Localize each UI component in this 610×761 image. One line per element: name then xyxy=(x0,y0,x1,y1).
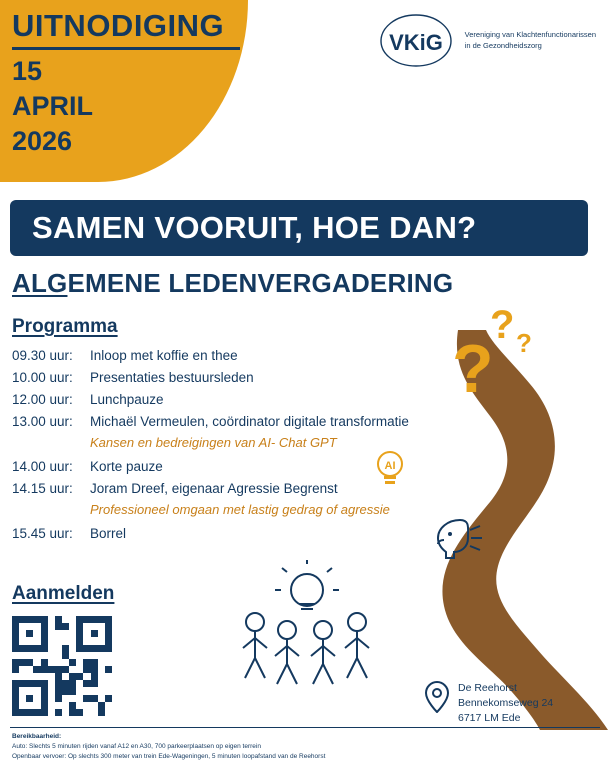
qr-cell xyxy=(91,695,98,702)
qr-cell xyxy=(76,695,83,702)
qr-cell xyxy=(19,673,26,680)
qr-cell xyxy=(76,659,83,666)
qr-cell xyxy=(83,680,90,687)
qr-cell xyxy=(26,702,33,709)
qr-cell xyxy=(76,630,83,637)
qr-cell xyxy=(83,659,90,666)
qr-cell xyxy=(105,652,112,659)
qr-cell xyxy=(91,680,98,687)
qr-cell xyxy=(19,666,26,673)
qr-cell xyxy=(12,666,19,673)
qr-cell xyxy=(26,687,33,694)
qr-cell xyxy=(41,659,48,666)
qr-cell xyxy=(41,702,48,709)
qr-cell xyxy=(83,652,90,659)
qr-cell xyxy=(33,687,40,694)
qr-cell xyxy=(62,637,69,644)
qr-cell xyxy=(83,687,90,694)
qr-cell xyxy=(12,702,19,709)
qr-cell xyxy=(91,630,98,637)
qr-cell xyxy=(62,709,69,716)
qr-cell xyxy=(69,616,76,623)
svg-text:VKiG: VKiG xyxy=(388,30,443,55)
qr-cell xyxy=(19,695,26,702)
programma-row xyxy=(12,348,462,363)
qr-cell xyxy=(19,659,26,666)
qr-cell xyxy=(26,616,33,623)
invitation-month: APRIL xyxy=(12,91,93,122)
qr-cell xyxy=(98,652,105,659)
qr-cell xyxy=(41,673,48,680)
qr-cell xyxy=(98,666,105,673)
qr-cell xyxy=(76,637,83,644)
qr-cell xyxy=(98,680,105,687)
qr-cell xyxy=(19,702,26,709)
qr-cell xyxy=(69,709,76,716)
qr-cell xyxy=(12,652,19,659)
programma-row xyxy=(12,392,462,407)
qr-cell xyxy=(98,637,105,644)
qr-cell xyxy=(62,659,69,666)
programma-time: 13.00 uur: xyxy=(12,414,73,429)
qr-cell xyxy=(33,637,40,644)
qr-cell xyxy=(12,687,19,694)
programma-time: 15.45 uur: xyxy=(12,526,73,541)
qr-cell xyxy=(91,666,98,673)
qr-cell xyxy=(26,666,33,673)
main-banner xyxy=(10,200,588,256)
qr-cell xyxy=(98,695,105,702)
qr-cell xyxy=(26,709,33,716)
qr-cell xyxy=(76,645,83,652)
location-line2: Bennekomseweg 24 xyxy=(458,697,554,710)
qr-cell xyxy=(91,637,98,644)
qr-cell xyxy=(105,709,112,716)
qr-cell xyxy=(83,702,90,709)
svg-text:AI: AI xyxy=(384,460,396,472)
qr-cell xyxy=(48,616,55,623)
qr-cell xyxy=(26,645,33,652)
qr-cell xyxy=(98,687,105,694)
qr-cell xyxy=(83,623,90,630)
page-subtitle xyxy=(12,268,453,299)
vkig-logo-mark xyxy=(375,12,457,70)
programma-text: Presentaties bestuursleden xyxy=(90,370,254,385)
qr-cell xyxy=(12,645,19,652)
qr-cell xyxy=(55,673,62,680)
qr-cell xyxy=(55,659,62,666)
qr-cell xyxy=(69,623,76,630)
qr-cell xyxy=(41,623,48,630)
qr-cell xyxy=(76,680,83,687)
qr-cell xyxy=(55,666,62,673)
programma-note: Professioneel omgaan met lastig gedrag of agressie xyxy=(90,502,390,517)
qr-cell xyxy=(55,702,62,709)
qr-cell xyxy=(26,623,33,630)
qr-cell xyxy=(105,673,112,680)
qr-cell xyxy=(62,673,69,680)
qr-cell xyxy=(105,645,112,652)
qr-cell xyxy=(91,645,98,652)
programma-text: Michaël Vermeulen, coördinator digitale transformatie xyxy=(90,414,409,429)
invitation-divider xyxy=(12,47,240,50)
qr-cell xyxy=(41,709,48,716)
qr-cell xyxy=(26,680,33,687)
question-mark-icon: ? xyxy=(452,331,494,407)
qr-cell xyxy=(69,673,76,680)
qr-cell xyxy=(69,666,76,673)
location-line3: 6717 LM Ede xyxy=(458,712,521,725)
qr-cell xyxy=(19,687,26,694)
programma-text: Lunchpauze xyxy=(90,392,164,407)
qr-cell xyxy=(26,637,33,644)
qr-cell xyxy=(33,616,40,623)
qr-cell xyxy=(98,659,105,666)
programma-heading: Programma xyxy=(12,316,118,337)
qr-cell xyxy=(33,659,40,666)
vkig-logo xyxy=(375,12,596,70)
qr-cell xyxy=(105,623,112,630)
qr-cell xyxy=(55,637,62,644)
ai-lightbulb-icon xyxy=(373,448,407,492)
invitation-day: 15 xyxy=(12,56,43,86)
qr-cell xyxy=(19,652,26,659)
qr-cell xyxy=(26,695,33,702)
qr-cell xyxy=(98,645,105,652)
qr-cell xyxy=(91,659,98,666)
qr-cell xyxy=(76,709,83,716)
qr-cell xyxy=(48,652,55,659)
qr-cell xyxy=(19,630,26,637)
qr-cell xyxy=(41,645,48,652)
qr-cell xyxy=(55,687,62,694)
qr-cell xyxy=(48,695,55,702)
qr-code[interactable] xyxy=(12,616,112,716)
qr-cell xyxy=(12,630,19,637)
programma-text: Joram Dreef, eigenaar Agressie Begrenst xyxy=(90,481,338,496)
qr-cell xyxy=(62,616,69,623)
qr-cell xyxy=(12,637,19,644)
qr-cell xyxy=(55,709,62,716)
qr-cell xyxy=(62,630,69,637)
qr-cell xyxy=(48,645,55,652)
main-banner-text: SAMEN VOORUIT, HOE DAN? xyxy=(32,210,477,245)
qr-cell xyxy=(83,637,90,644)
qr-cell xyxy=(26,630,33,637)
programma-row xyxy=(12,370,462,385)
qr-cell xyxy=(48,659,55,666)
qr-cell xyxy=(98,630,105,637)
qr-cell xyxy=(12,709,19,716)
qr-cell xyxy=(55,680,62,687)
location-pin-icon xyxy=(424,681,450,713)
programma-time: 14.15 uur: xyxy=(12,481,73,496)
qr-cell xyxy=(105,659,112,666)
qr-cell xyxy=(105,637,112,644)
programma-text: Borrel xyxy=(90,526,127,541)
qr-cell xyxy=(41,616,48,623)
qr-cell xyxy=(48,709,55,716)
qr-cell xyxy=(62,687,69,694)
qr-cell xyxy=(83,645,90,652)
programma-time: 09.30 uur: xyxy=(12,348,73,363)
qr-cell xyxy=(105,695,112,702)
qr-cell xyxy=(76,623,83,630)
vkig-logo-text xyxy=(465,30,596,52)
programma-time: 10.00 uur: xyxy=(12,370,73,385)
qr-cell xyxy=(76,702,83,709)
qr-cell xyxy=(41,695,48,702)
qr-cell xyxy=(91,623,98,630)
qr-cell xyxy=(98,673,105,680)
qr-cell xyxy=(19,616,26,623)
qr-cell xyxy=(41,680,48,687)
programma-row xyxy=(12,526,462,541)
qr-cell xyxy=(33,645,40,652)
programma-text: Inloop met koffie en thee xyxy=(90,348,238,363)
qr-cell xyxy=(83,616,90,623)
qr-cell xyxy=(26,659,33,666)
question-mark-icon: ? xyxy=(516,328,532,358)
qr-cell xyxy=(19,680,26,687)
qr-cell xyxy=(12,659,19,666)
qr-cell xyxy=(83,695,90,702)
qr-cell xyxy=(98,616,105,623)
logo-org-line2: in de Gezondheidszorg xyxy=(464,41,542,50)
qr-cell xyxy=(48,623,55,630)
qr-cell xyxy=(69,637,76,644)
qr-cell xyxy=(12,695,19,702)
qr-cell xyxy=(69,695,76,702)
qr-cell xyxy=(98,623,105,630)
qr-cell xyxy=(62,666,69,673)
qr-cell xyxy=(69,659,76,666)
invitation-title: UITNODIGING xyxy=(12,8,225,43)
qr-cell xyxy=(19,645,26,652)
qr-cell xyxy=(12,673,19,680)
qr-cell xyxy=(105,687,112,694)
qr-cell xyxy=(48,680,55,687)
qr-cell xyxy=(76,687,83,694)
qr-cell xyxy=(33,695,40,702)
subtitle-rest: EMENE LEDENVERGADERING xyxy=(67,268,454,298)
programma-time: 14.00 uur: xyxy=(12,459,73,474)
qr-cell xyxy=(69,687,76,694)
qr-cell xyxy=(41,666,48,673)
qr-cell xyxy=(76,652,83,659)
invitation-year: 2026 xyxy=(12,126,73,157)
qr-cell xyxy=(33,630,40,637)
qr-cell xyxy=(91,687,98,694)
qr-cell xyxy=(76,616,83,623)
qr-cell xyxy=(48,637,55,644)
invitation-block xyxy=(12,10,252,159)
qr-cell xyxy=(48,673,55,680)
qr-cell xyxy=(55,616,62,623)
qr-cell xyxy=(62,680,69,687)
qr-cell xyxy=(69,645,76,652)
people-illustration xyxy=(225,560,390,690)
location-address xyxy=(458,681,553,727)
qr-cell xyxy=(48,702,55,709)
qr-cell xyxy=(12,616,19,623)
programma-time: 12.00 uur: xyxy=(12,392,73,407)
qr-cell xyxy=(91,702,98,709)
location-line1: De Reehorst xyxy=(458,682,517,694)
qr-cell xyxy=(26,652,33,659)
aanmelden-heading: Aanmelden xyxy=(12,583,115,604)
qr-cell xyxy=(62,623,69,630)
qr-cell xyxy=(55,623,62,630)
qr-cell xyxy=(33,680,40,687)
qr-cell xyxy=(55,652,62,659)
programma-note: Kansen en bedreigingen van AI- Chat GPT xyxy=(90,435,337,450)
qr-cell xyxy=(91,652,98,659)
qr-cell xyxy=(105,680,112,687)
qr-cell xyxy=(76,666,83,673)
qr-cell xyxy=(98,709,105,716)
qr-cell xyxy=(55,630,62,637)
qr-cell xyxy=(91,709,98,716)
qr-cell xyxy=(62,645,69,652)
qr-cell xyxy=(83,666,90,673)
programma-row xyxy=(12,414,462,429)
location-block xyxy=(424,681,553,727)
qr-cell xyxy=(98,702,105,709)
qr-cell xyxy=(105,702,112,709)
qr-cell xyxy=(62,695,69,702)
qr-cell xyxy=(41,630,48,637)
qr-cell xyxy=(19,623,26,630)
qr-cell xyxy=(41,687,48,694)
qr-cell xyxy=(62,702,69,709)
qr-cell xyxy=(19,637,26,644)
qr-cell xyxy=(33,652,40,659)
qr-cell xyxy=(41,637,48,644)
qr-cell xyxy=(69,702,76,709)
qr-cell xyxy=(26,673,33,680)
qr-cell xyxy=(33,673,40,680)
qr-cell xyxy=(105,630,112,637)
qr-cell xyxy=(12,680,19,687)
qr-cell xyxy=(69,652,76,659)
footer-divider xyxy=(10,727,600,728)
qr-cell xyxy=(55,695,62,702)
qr-cell xyxy=(48,630,55,637)
qr-cell xyxy=(62,652,69,659)
qr-cell xyxy=(33,702,40,709)
qr-cell xyxy=(12,623,19,630)
qr-cell xyxy=(83,673,90,680)
qr-cell xyxy=(48,666,55,673)
subtitle-underlined-prefix: ALG xyxy=(12,268,68,298)
footer-title: Bereikbaarheid: xyxy=(12,733,62,740)
qr-cell xyxy=(33,709,40,716)
footer-line-ov: Openbaar vervoer: Op slechts 300 meter van trein Ede-Wageningen, 5 minuten loopafstand van de Reehorst xyxy=(12,753,326,761)
shouting-head-icon xyxy=(424,516,484,560)
qr-cell xyxy=(55,645,62,652)
qr-cell xyxy=(69,680,76,687)
qr-cell xyxy=(19,709,26,716)
programma-text: Korte pauze xyxy=(90,459,163,474)
footer-block xyxy=(12,733,482,761)
qr-cell xyxy=(41,652,48,659)
qr-cell xyxy=(33,623,40,630)
footer-line-auto: Auto: Slechts 5 minuten rijden vanaf A12 en A30, 700 parkeerplaatsen op eigen terrein xyxy=(12,743,261,750)
qr-cell xyxy=(105,666,112,673)
qr-cell xyxy=(69,630,76,637)
qr-cell xyxy=(48,687,55,694)
qr-cell xyxy=(83,709,90,716)
qr-cell xyxy=(83,630,90,637)
qr-cell xyxy=(91,616,98,623)
qr-cell xyxy=(105,616,112,623)
qr-cell xyxy=(91,673,98,680)
logo-org-line1: Vereniging van Klachtenfunctionarissen xyxy=(464,30,596,40)
question-mark-icon: ? xyxy=(490,303,515,347)
qr-cell xyxy=(76,673,83,680)
qr-cell xyxy=(33,666,40,673)
